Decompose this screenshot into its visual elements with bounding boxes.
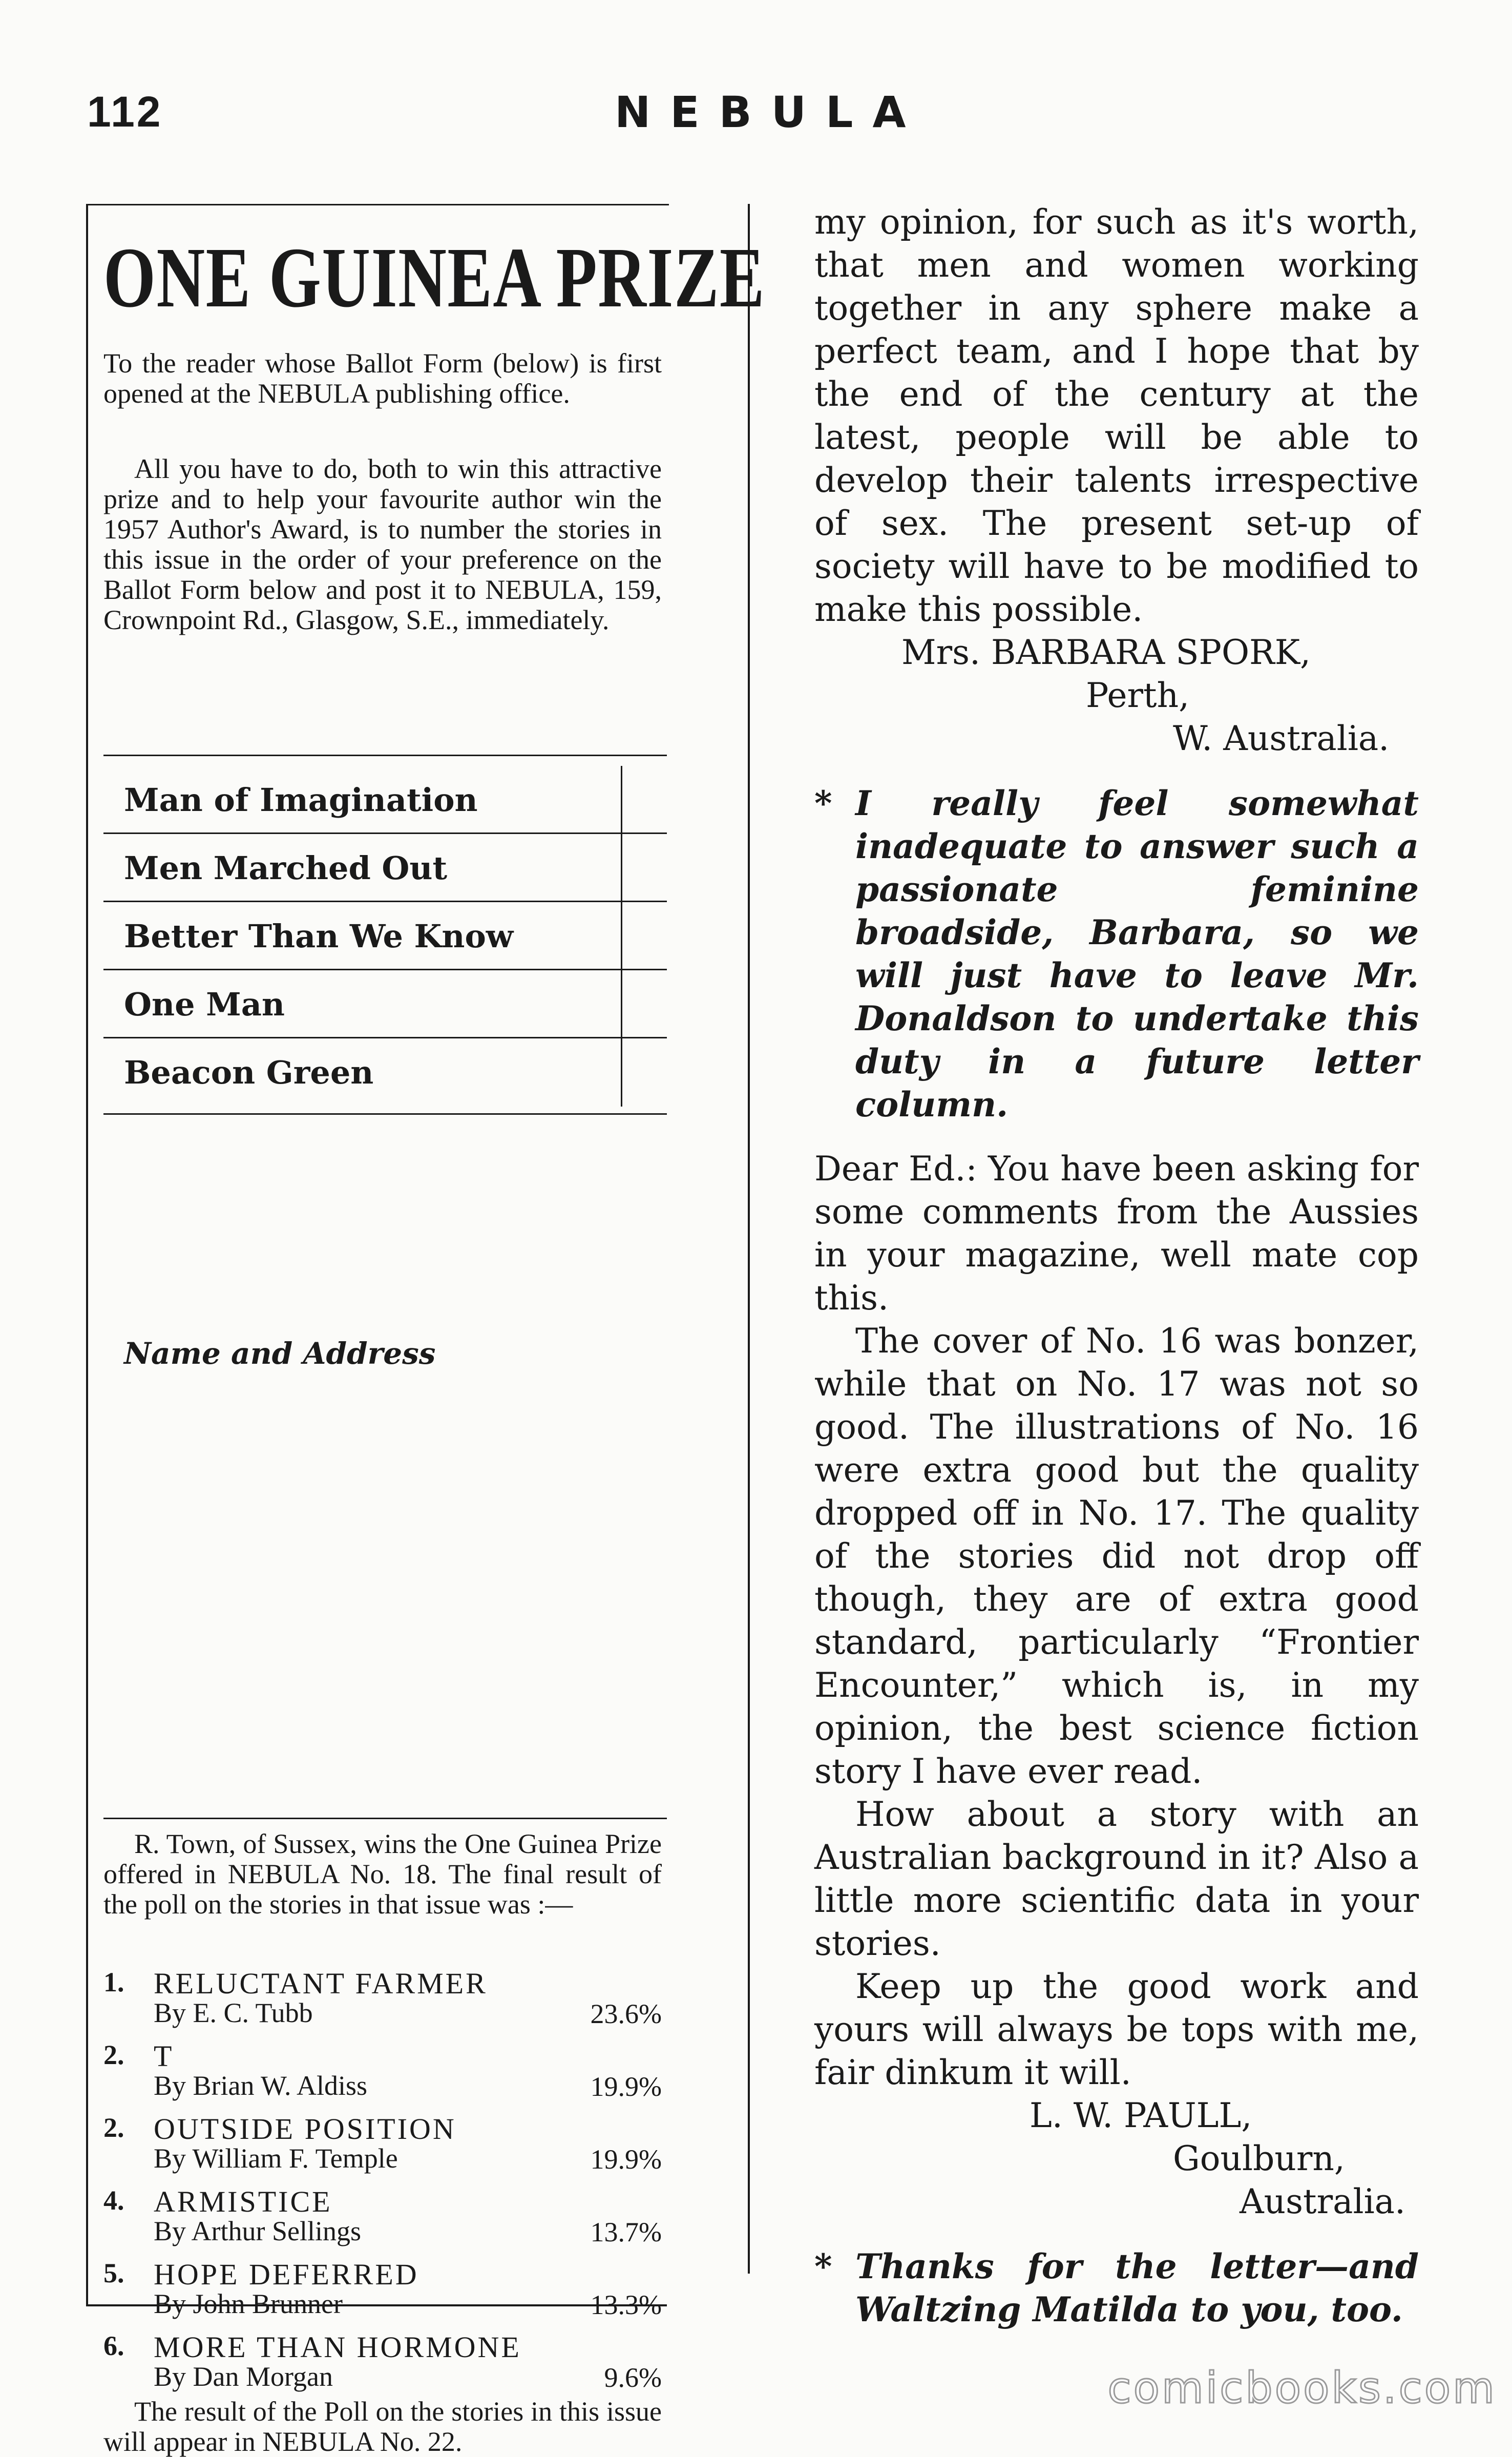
result-item [103,1966,662,2039]
ballot-form [103,766,667,1107]
ballot-story-label: Man of Imagination [124,781,478,819]
winner-announcement: R. Town, of Sussex, wins the One Guinea Prize offered in NEBULA No. 18. The final result of the poll on the stories in that issue was :— [103,1828,662,1920]
result-title: T [154,2039,174,2073]
prize-box-top-rule [88,204,669,205]
asterisk-icon: * [814,783,832,823]
results-top-rule [103,1818,667,1819]
result-author: By William F. Temple [154,2143,398,2174]
ballot-row [103,834,667,902]
poll-footer-note: The result of the Poll on the stories in this issue will appear in NEBULA No. 22. [103,2396,662,2457]
prize-instructions: All you have to do, both to win this attractive prize and to help your favourite author win the 1957 Author's Award, is to number the stories in this issue in the order of your preference on the Ballot Form below and post it to NEBULA, 159, Crownpoint Rd., Glasgow, S.E., immediately. [103,453,662,635]
editor-reply-1 [814,782,1419,1126]
ballot-story-label: Beacon Green [124,1054,374,1091]
ballot-vote-box[interactable] [621,766,733,834]
ballot-bottom-rule [103,1113,667,1115]
letter2-signature-city: Goulburn, [1173,2139,1345,2178]
ballot-vote-box[interactable] [621,970,733,1038]
prize-title: ONE GUINEA PRIZE [103,230,765,325]
result-percent: 19.9% [590,2144,662,2175]
result-percent: 13.7% [590,2217,662,2247]
running-head: NEBULA [615,87,926,137]
ballot-story-label: Better Than We Know [124,918,514,955]
result-author: By Arthur Sellings [154,2216,362,2246]
result-author: By Brian W. Aldiss [154,2070,368,2101]
result-title: ARMISTICE [154,2185,332,2218]
ballot-vote-box[interactable] [621,902,733,970]
result-title: MORE THAN HORMONE [154,2330,521,2364]
result-percent: 13.3% [590,2289,662,2320]
letter1-signature-region: W. Australia. [1173,719,1390,758]
watermark-logo: comicbooks.com [1107,2363,1497,2413]
result-rank: 4. [103,2185,124,2216]
result-item [103,2039,662,2112]
letter1-signature-name: Mrs. BARBARA SPORK, [901,633,1311,672]
letter1-signature-city: Perth, [1086,676,1190,715]
result-rank: 1. [103,1967,124,1997]
result-rank: 5. [103,2258,124,2288]
result-title: HOPE DEFERRED [154,2258,419,2291]
result-rank: 2. [103,2039,124,2070]
letter2-paragraph-4: Keep up the good work and yours will always be tops with me, fair dinkum it will. [814,1967,1419,2092]
letter2-signature-name: L. W. PAULL, [1030,2096,1252,2135]
column-divider [748,204,750,2274]
asterisk-icon: * [814,2246,832,2286]
ballot-top-rule [103,755,667,756]
prize-intro: To the reader whose Ballot Form (below) is first opened at the NEBULA publishing office. [103,348,662,409]
result-rank: 2. [103,2112,124,2143]
letter2-signature-region: Australia. [1240,2182,1406,2221]
ballot-vote-box[interactable] [621,1038,733,1107]
letter2-paragraph-1: Dear Ed.: You have been asking for some comments from the Aussies in your magazine, well mate cop this. [814,1149,1419,1318]
result-item [103,2330,662,2403]
editor-reply-2 [814,2245,1419,2331]
result-author: By John Brunner [154,2288,343,2319]
result-rank: 6. [103,2330,124,2361]
ballot-story-label: One Man [124,986,285,1023]
ballot-story-label: Men Marched Out [124,849,448,887]
editor-reply-1-text: I really feel somewhat inadequate to answer such a passionate feminine broadside, Barbara, so we will just have to leave Mr. Donaldson to undertake this duty in a future letter column. [855,783,1419,1125]
ballot-row [103,902,667,970]
result-percent: 19.9% [590,2071,662,2102]
result-item [103,2112,662,2184]
ballot-vote-box[interactable] [621,834,733,902]
ballot-row [103,766,667,834]
letter2-paragraph-3: How about a story with an Australian background in it? Also a little more scientific data in your stories. [814,1795,1419,1963]
ballot-row [103,1038,667,1107]
result-item [103,2257,662,2330]
result-title: RELUCTANT FARMER [154,1967,488,2000]
letters-column [814,201,1419,2331]
result-percent: 9.6% [604,2362,662,2393]
result-author: By Dan Morgan [154,2361,333,2392]
letter1-body: my opinion, for such as it's worth, that men and women working together in any sphere make a perfect team, and I hope that by the end of the century at the latest, people will be able to develop their talents irrespective of sex. The present set-up of society will have to be modified to make this possible. [814,202,1419,629]
prize-box [86,204,765,2457]
poll-results [103,1966,662,2403]
page-number: 112 [87,88,163,136]
letter2-paragraph-2: The cover of No. 16 was bonzer, while that on No. 17 was not so good. The illustrations of No. 16 were extra good but the quality dropped off in No. 17. The quality of the stories did not drop off though, they are of extra good standard, particularly “Frontier Encounter,” which is, in my opinion, the best science fiction story I have ever read. [814,1321,1419,1791]
editor-reply-2-text: Thanks for the letter—and Waltzing Matilda to you, too. [855,2246,1419,2329]
result-percent: 23.6% [590,1998,662,2029]
result-item [103,2184,662,2257]
result-title: OUTSIDE POSITION [154,2112,456,2146]
result-author: By E. C. Tubb [154,1997,313,2028]
ballot-row [103,970,667,1038]
name-address-label: Name and Address [124,1336,436,1371]
